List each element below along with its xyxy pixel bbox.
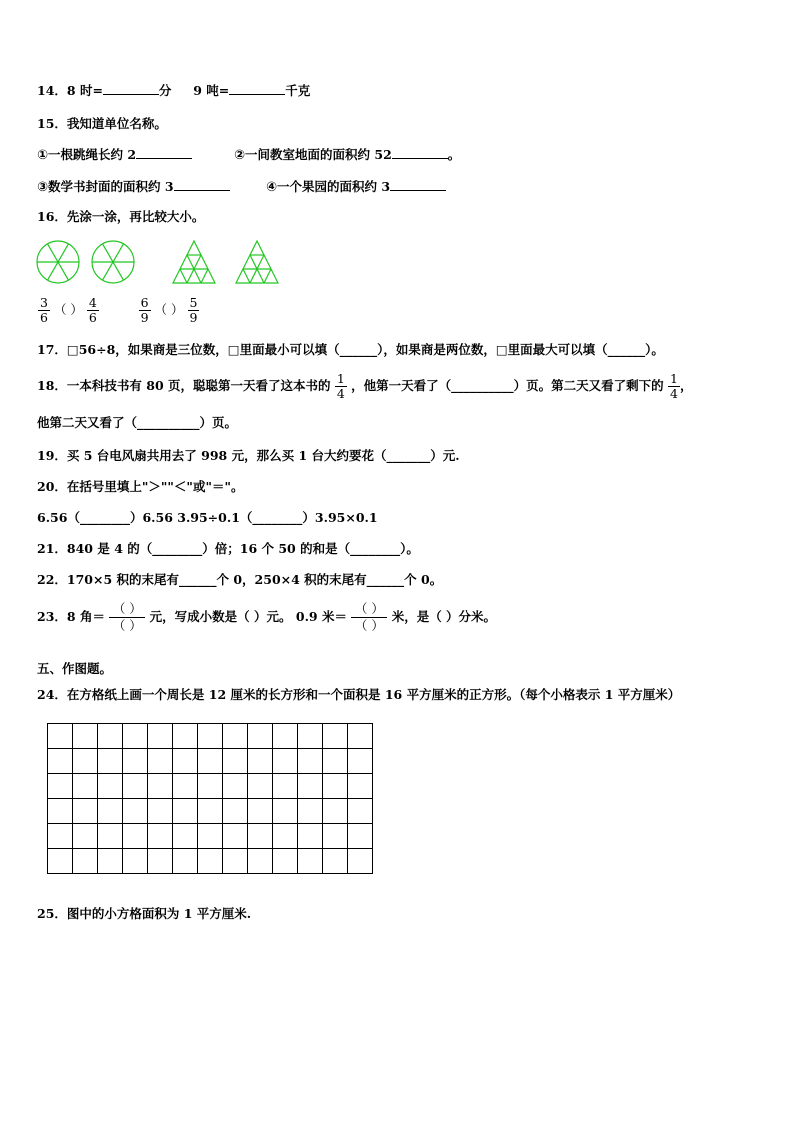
grid-cell[interactable] (48, 824, 73, 849)
grid-cell[interactable] (48, 724, 73, 749)
grid-cell[interactable] (173, 799, 198, 824)
grid-cell[interactable] (198, 724, 223, 749)
grid-row (48, 799, 373, 824)
question-18-line2: 他第二天又看了（__________）页。 (37, 415, 238, 430)
question-19: 19．买 5 台电风扇共用去了 998 元，那么买 1 台大约要花（_______）元. (37, 448, 460, 463)
circle-sixths[interactable] (92, 241, 134, 283)
grid-row (48, 774, 373, 799)
question-21: 21．840 是 4 的（________）倍；16 个 50 的和是（________）。 (37, 541, 419, 556)
grid-cell[interactable] (298, 799, 323, 824)
grid-cell[interactable] (98, 749, 123, 774)
triangle-ninths[interactable] (173, 241, 215, 283)
grid-cell[interactable] (148, 799, 173, 824)
grid-cell[interactable] (123, 749, 148, 774)
grid-cell[interactable] (73, 799, 98, 824)
grid-cell[interactable] (98, 724, 123, 749)
fraction-blank[interactable]: （ ） （ ） (351, 601, 387, 634)
grid-cell[interactable] (173, 774, 198, 799)
question-20-title: 20．在括号里填上"＞""＜"或"＝"。 (37, 479, 244, 494)
grid-cell[interactable] (223, 774, 248, 799)
fraction: $\frac{1}{4}$ (670, 371, 678, 401)
grid-cell[interactable] (73, 849, 98, 874)
grid-cell[interactable] (173, 724, 198, 749)
grid-cell[interactable] (223, 824, 248, 849)
grid-cell[interactable] (248, 824, 273, 849)
answer-blank[interactable] (229, 82, 285, 95)
fraction: $\frac{6}{9}$ (140, 295, 149, 325)
answer-paren[interactable]: （ ） (53, 302, 83, 317)
grid-cell[interactable] (223, 749, 248, 774)
grid-cell[interactable] (98, 849, 123, 874)
grid-cell[interactable] (73, 824, 98, 849)
grid-cell[interactable] (323, 799, 348, 824)
grid-cell[interactable] (73, 749, 98, 774)
grid-cell[interactable] (48, 799, 73, 824)
grid-cell[interactable] (198, 799, 223, 824)
grid-cell[interactable] (248, 849, 273, 874)
grid-cell[interactable] (348, 774, 373, 799)
square-grid[interactable] (47, 723, 373, 874)
question-22: 22．170×5 积的末尾有______个 0，250×4 积的末尾有______个 0。 (37, 572, 443, 587)
grid-cell[interactable] (123, 774, 148, 799)
question-20-line: 6.56（________）6.56 3.95÷0.1（________）3.95×0.1 (37, 510, 378, 525)
circle-sixths[interactable] (37, 241, 79, 283)
grid-cell[interactable] (248, 774, 273, 799)
grid-cell[interactable] (73, 724, 98, 749)
grid-cell[interactable] (173, 849, 198, 874)
grid-cell[interactable] (223, 849, 248, 874)
question-16-compare (38, 296, 199, 325)
question-18-line1: 18．一本科技书有 80 页，聪聪第一天看了这本书的 $\frac{1}{4}$ ，他第一天看了（__________）页。第二天又看了剩下的 $\frac{1}{4}$ ， (37, 371, 693, 401)
grid-cell[interactable] (223, 724, 248, 749)
grid-cell[interactable] (348, 724, 373, 749)
grid-cell[interactable] (248, 724, 273, 749)
grid-cell[interactable] (348, 799, 373, 824)
grid-cell[interactable] (273, 849, 298, 874)
answer-paren[interactable]: （ ） (154, 302, 184, 317)
grid-cell[interactable] (123, 799, 148, 824)
question-16-title: 16．先涂一涂，再比较大小。 (37, 209, 205, 224)
section-title: 五、作图题。 (37, 661, 113, 676)
answer-blank[interactable] (174, 178, 230, 191)
grid-row (48, 849, 373, 874)
grid-cell[interactable] (348, 824, 373, 849)
grid-cell[interactable] (173, 749, 198, 774)
grid-cell[interactable] (98, 799, 123, 824)
grid-cell[interactable] (348, 749, 373, 774)
fraction-blank[interactable]: （ ） （ ） (109, 601, 145, 634)
grid-cell[interactable] (198, 749, 223, 774)
grid-cell[interactable] (98, 824, 123, 849)
grid-cell[interactable] (148, 724, 173, 749)
grid-cell[interactable] (348, 849, 373, 874)
grid-cell[interactable] (273, 799, 298, 824)
grid-cell[interactable] (273, 724, 298, 749)
grid-cell[interactable] (298, 724, 323, 749)
grid-cell[interactable] (173, 824, 198, 849)
grid-cell[interactable] (273, 774, 298, 799)
grid-cell[interactable] (248, 749, 273, 774)
grid-row (48, 724, 373, 749)
question-15-row2: ③数学书封面的面积约 3 (37, 178, 230, 196)
question-15-title: 15．我知道单位名称。 (37, 116, 167, 131)
grid-cell[interactable] (148, 774, 173, 799)
fraction: $\frac{3}{6}$ (40, 295, 48, 325)
triangle-ninths[interactable] (236, 241, 278, 283)
question-23: 23．8 角＝ （ ） （ ） 元，写成小数是（ ）元。 0.9 米＝ （ ） （ ） 米，是（ ）分米。 (37, 601, 497, 633)
question-15-row1b: ②一间教室地面的面积约 52 。 (234, 147, 461, 163)
grid-cell[interactable] (198, 824, 223, 849)
grid-cell[interactable] (148, 824, 173, 849)
grid-cell[interactable] (323, 749, 348, 774)
question-25: 25．图中的小方格面积为 1 平方厘米. (37, 906, 252, 921)
fraction: $\frac{1}{4}$ (336, 371, 345, 401)
grid-cell[interactable] (198, 849, 223, 874)
grid-cell[interactable] (73, 774, 98, 799)
question-24: 24．在方格纸上画一个周长是 12 厘米的长方形和一个面积是 16 平方厘米的正方形。（每个小格表示 1 平方厘米） (37, 687, 681, 702)
grid-cell[interactable] (123, 724, 148, 749)
fraction: $\frac{5}{9}$ (189, 295, 198, 325)
grid-cell[interactable] (123, 824, 148, 849)
grid-cell[interactable] (48, 774, 73, 799)
grid-cell[interactable] (323, 849, 348, 874)
grid-cell[interactable] (298, 849, 323, 874)
grid-cell[interactable] (48, 749, 73, 774)
grid-cell[interactable] (148, 749, 173, 774)
question-15-row1: ①一根跳绳长约 2 (37, 146, 192, 164)
grid-cell[interactable] (198, 774, 223, 799)
answer-blank[interactable] (392, 146, 448, 159)
grid-cell[interactable] (323, 724, 348, 749)
grid-cell[interactable] (298, 824, 323, 849)
question-17: 17．□56÷8，如果商是三位数，□里面最小可以填（______），如果商是两位数，□里面最大可以填（______）。 (37, 342, 664, 357)
grid-cell[interactable] (273, 749, 298, 774)
grid-cell[interactable] (223, 799, 248, 824)
grid-cell[interactable] (98, 774, 123, 799)
grid-cell[interactable] (123, 849, 148, 874)
grid-cell[interactable] (248, 799, 273, 824)
grid-cell[interactable] (298, 774, 323, 799)
fraction: $\frac{4}{6}$ (88, 295, 97, 325)
grid-row (48, 824, 373, 849)
answer-blank[interactable] (390, 178, 446, 191)
answer-blank[interactable] (136, 146, 192, 159)
question-14: 14．8 时= 分 9 吨= 千克 (37, 83, 311, 98)
circle-figures (36, 238, 136, 288)
grid-cell[interactable] (323, 824, 348, 849)
answer-blank[interactable] (103, 82, 159, 95)
grid-row (48, 749, 373, 774)
question-15-row2b: ④一个果园的面积约 3 (266, 178, 446, 196)
grid-cell[interactable] (298, 749, 323, 774)
grid-cell[interactable] (48, 849, 73, 874)
grid-cell[interactable] (323, 774, 348, 799)
grid-cell[interactable] (148, 849, 173, 874)
triangle-figures (170, 238, 290, 288)
grid-cell[interactable] (273, 824, 298, 849)
